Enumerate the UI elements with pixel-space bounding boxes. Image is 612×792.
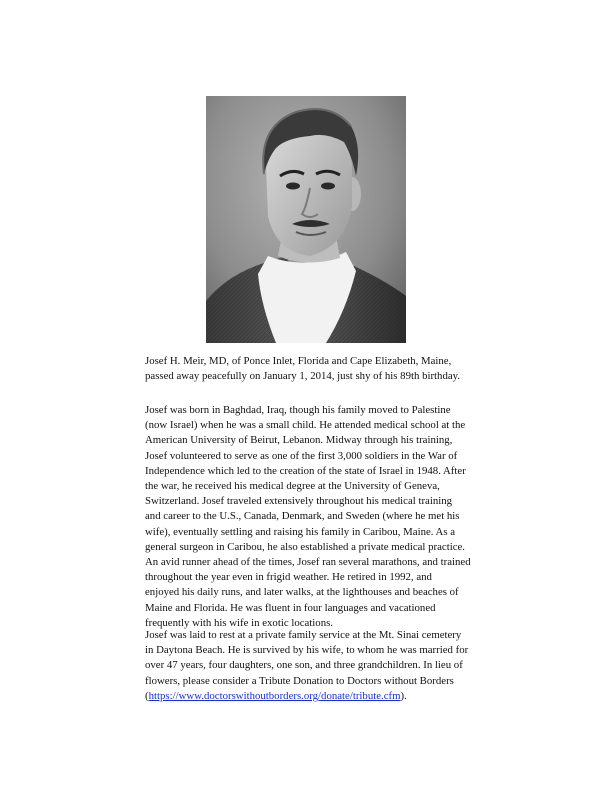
service-line: flowers, please consider a Tribute Donation to Doctors without Borders: [145, 674, 454, 687]
bio-line: wife), eventually settling and raising his family in Caribou, Maine. As a: [145, 525, 456, 538]
intro-line: Josef H. Meir, MD, of Ponce Inlet, Florida and Cape Elizabeth, Maine,: [145, 355, 452, 367]
intro-line: passed away peacefully on January 1, 2014, just shy of his 89th birthday.: [145, 370, 461, 383]
bio-line: frequently with his wife in exotic locations.: [145, 616, 334, 629]
obituary-service-paragraph: [145, 628, 490, 704]
bio-line: enjoyed his daily runs, and later walks, at the lighthouses and beaches of: [145, 586, 459, 599]
donation-link-line: [145, 689, 490, 704]
service-line: over 47 years, four daughters, one son, and three grandchildren. In lieu of: [145, 659, 463, 672]
obituary-intro-paragraph: [145, 354, 490, 384]
service-line: Josef was laid to rest at a private family service at the Mt. Sinai cemetery: [145, 629, 462, 641]
bio-line: Maine and Florida. He was fluent in four languages and vacationed: [145, 601, 436, 614]
bio-line: American University of Beirut, Lebanon. Midway through his training,: [145, 434, 453, 447]
bio-line: Josef volunteered to serve as one of the first 3,000 soldiers in the War of: [145, 449, 458, 462]
bio-line: Josef was born in Baghdad, Iraq, though his family moved to Palestine: [145, 404, 451, 416]
bio-line: Switzerland. Josef traveled extensively throughout his medical training: [145, 495, 453, 508]
bio-line: and career to the U.S., Canada, Denmark, and Sweden (where he met his: [145, 510, 460, 523]
link-open-paren: (: [145, 689, 149, 702]
tribute-donation-link[interactable]: https://www.doctorswithoutborders.org/donate/tribute.cfm: [148, 689, 401, 702]
bio-line: An avid runner ahead of the times, Josef ran several marathons, and trained: [145, 556, 471, 569]
portrait-image: [206, 96, 406, 343]
bio-line: the war, he received his medical degree at the University of Geneva,: [145, 480, 440, 493]
bio-line: throughout the year even in frigid weather. He retired in 1992, and: [145, 571, 432, 584]
bio-line: (now Israel) when he was a small child. He attended medical school at the: [145, 419, 466, 432]
obituary-biography-paragraph: [145, 403, 490, 631]
bio-line: general surgeon in Caribou, he also established a private medical practice.: [145, 540, 465, 553]
link-close-paren: ).: [400, 689, 407, 702]
service-line: in Daytona Beach. He is survived by his wife, to whom he was married for: [145, 644, 469, 657]
bio-line: Independence which led to the creation of the state of Israel in 1948. After: [145, 464, 466, 477]
portrait-photo: [206, 96, 406, 343]
